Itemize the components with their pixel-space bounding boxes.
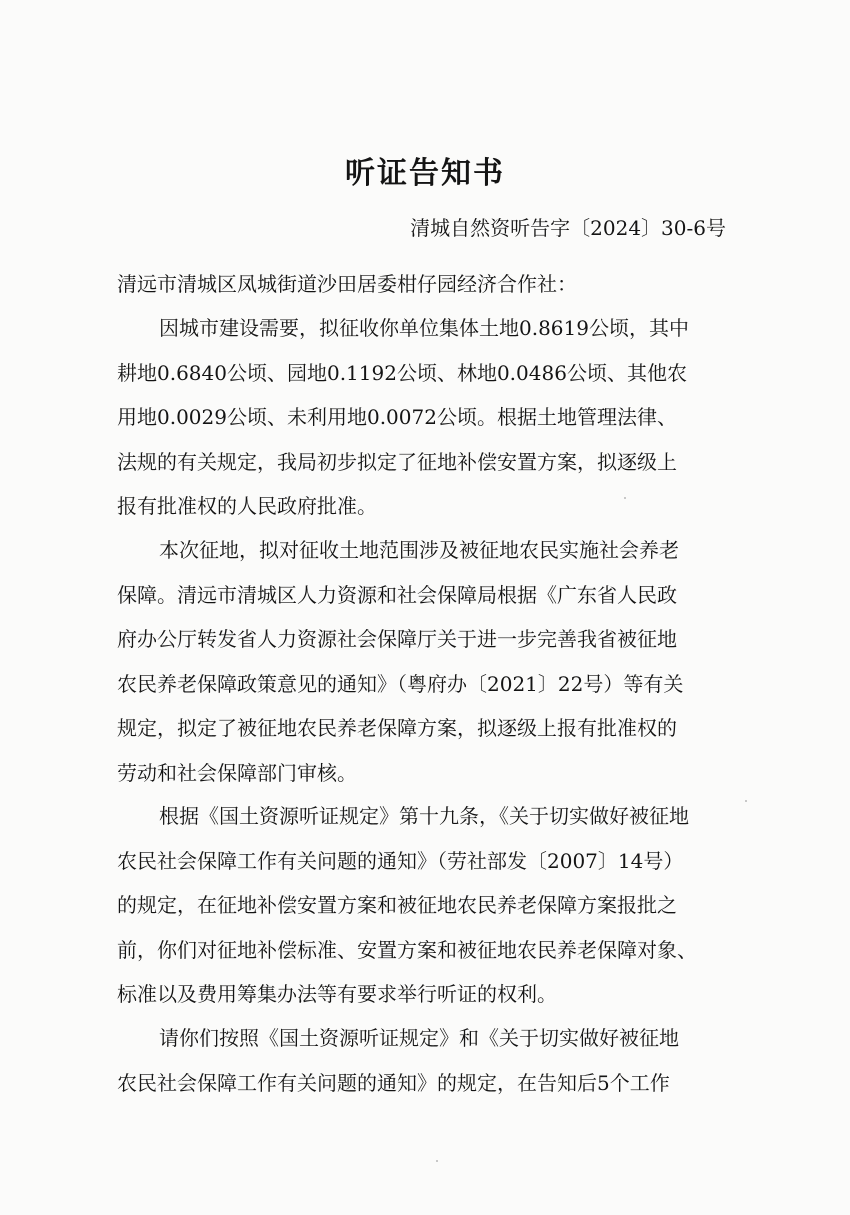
paragraph-line: 农民养老保障政策意见的通知》（粤府办〔2021〕22号）等有关 <box>117 671 684 696</box>
paragraph-line: 保障。清远市清城区人力资源和社会保障局根据《广东省人民政 <box>117 582 677 607</box>
scan-speck <box>624 497 626 499</box>
paragraph-line: 用地0.0029公顷、未利用地0.0072公顷。根据土地管理法律、 <box>117 405 677 430</box>
paragraph-line: 府办公厅转发省人力资源社会保障厅关于进一步完善我省被征地 <box>117 627 677 652</box>
paragraph-line: 的规定，在征地补偿安置方案和被征地农民养老保障方案报批之 <box>117 893 677 918</box>
paragraph-line: 规定，拟定了被征地农民养老保障方案，拟逐级上报有批准权的 <box>117 716 677 741</box>
addressee-text: 清远市清城区凤城街道沙田居委柑仔园经济合作社： <box>117 272 577 296</box>
paragraph-hearing-rights <box>117 794 733 1017</box>
paragraph-line: 法规的有关规定，我局初步拟定了征地补偿安置方案，拟逐级上 <box>117 449 677 474</box>
paragraph-line: 标准以及费用筹集办法等有要求举行听证的权利。 <box>117 982 557 1007</box>
paragraph-land-acquisition <box>117 306 733 529</box>
paragraph-line: 本次征地，拟对征收土地范围涉及被征地农民实施社会养老 <box>159 538 679 562</box>
paragraph-line: 劳动和社会保障部门审核。 <box>117 760 357 785</box>
paragraph-social-security <box>117 528 733 796</box>
paragraph-line: 耕地0.6840公顷、园地0.1192公顷、林地0.0486公顷、其他农 <box>117 360 687 385</box>
scan-speck <box>436 1160 438 1162</box>
scan-speck <box>745 800 747 802</box>
paragraph-line: 前，你们对征地补偿标准、安置方案和被征地农民养老保障对象、 <box>117 937 697 962</box>
paragraph-line: 因城市建设需要，拟征收你单位集体土地0.8619公顷，其中 <box>159 316 689 340</box>
addressee-line <box>117 262 733 307</box>
paragraph-line: 根据《国土资源听证规定》第十九条，《关于切实做好被征地 <box>159 804 689 828</box>
paragraph-line: 请你们按照《国土资源听证规定》和《关于切实做好被征地 <box>159 1026 679 1050</box>
document-title: 听证告知书 <box>345 156 505 191</box>
document-number: 清城自然资听告字〔2024〕30-6号 <box>410 216 726 240</box>
paragraph-hearing-request <box>117 1016 733 1105</box>
paragraph-line: 农民社会保障工作有关问题的通知》（劳社部发〔2007〕14号） <box>117 848 684 873</box>
paragraph-line: 农民社会保障工作有关问题的通知》的规定，在告知后5个工作 <box>117 1070 670 1095</box>
paragraph-line: 报有批准权的人民政府批准。 <box>117 494 377 519</box>
